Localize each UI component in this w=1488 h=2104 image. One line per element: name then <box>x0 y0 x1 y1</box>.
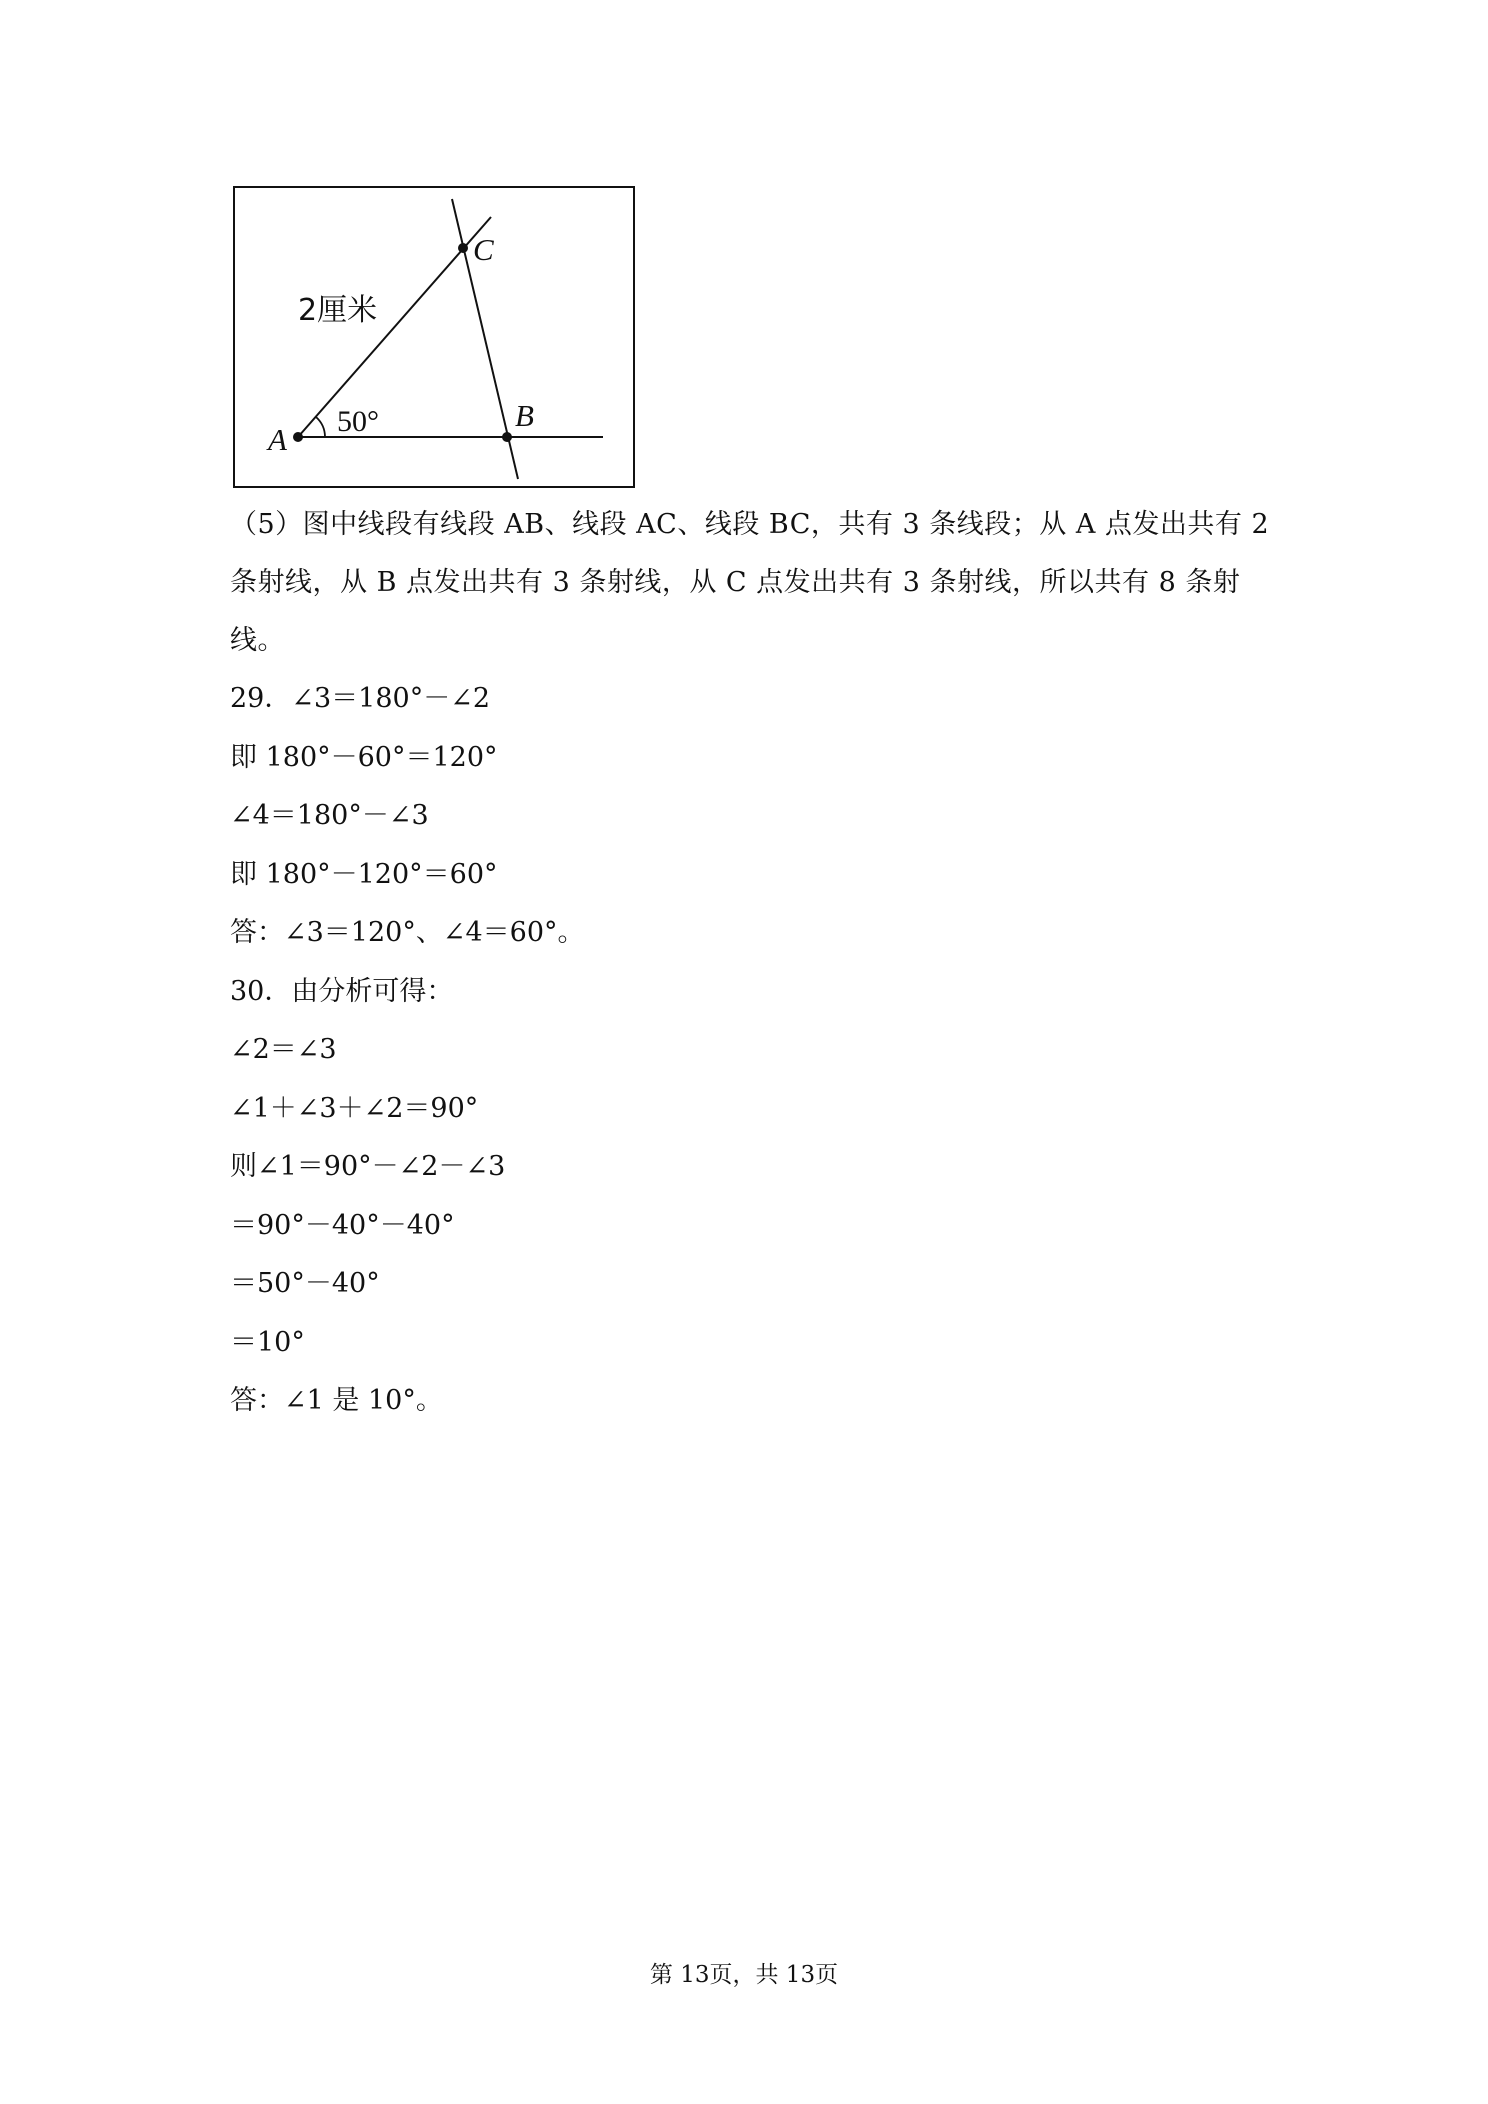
point-b <box>502 432 512 442</box>
q30-line: 30．由分析可得： <box>230 975 454 1007</box>
label-c: C <box>473 232 494 267</box>
q29-line: ∠4＝180°－∠3 <box>230 800 429 831</box>
q30-line: ∠2＝∠3 <box>230 1034 337 1065</box>
angle-label: 50° <box>337 405 379 438</box>
q30-line: ＝90°－40°－40° <box>230 1209 455 1241</box>
q29-line: 即 180°－120°＝60° <box>230 858 498 890</box>
point-c <box>458 243 468 253</box>
answer-content <box>230 496 1270 1431</box>
q30-line: ∠1＋∠3＋∠2＝90° <box>230 1092 479 1124</box>
point-a <box>293 432 303 442</box>
triangle-diagram <box>233 186 635 488</box>
q29-line: 即 180°－60°＝120° <box>230 741 498 773</box>
geometry-figure <box>233 186 635 488</box>
question-29 <box>230 670 1270 963</box>
q30-line: ＝10° <box>230 1326 305 1358</box>
figure-border <box>234 187 634 487</box>
paragraph-5: （5）图中线段有线段 AB、线段 AC、线段 BC，共有 3 条线段；从 A 点发出共有 2 条射线，从 B 点发出共有 3 条射线，从 C 点发出共有 3 条射线，所以共有 8 条射线。 <box>230 509 1270 656</box>
angle-arc <box>316 417 325 437</box>
page-footer: 第 13页，共 13页 <box>649 1962 839 1988</box>
length-label: 2厘米 <box>298 293 378 328</box>
label-b: B <box>515 398 534 433</box>
q29-answer: 答：∠3＝120°、∠4＝60°。 <box>230 917 585 948</box>
q30-line: 则∠1＝90°－∠2－∠3 <box>230 1151 506 1182</box>
q30-answer: 答：∠1 是 10°。 <box>230 1385 443 1416</box>
question-30 <box>230 963 1270 1431</box>
q30-line: ＝50°－40° <box>230 1268 380 1299</box>
q29-line: 29．∠3＝180°－∠2 <box>230 683 490 714</box>
label-a: A <box>268 422 287 457</box>
